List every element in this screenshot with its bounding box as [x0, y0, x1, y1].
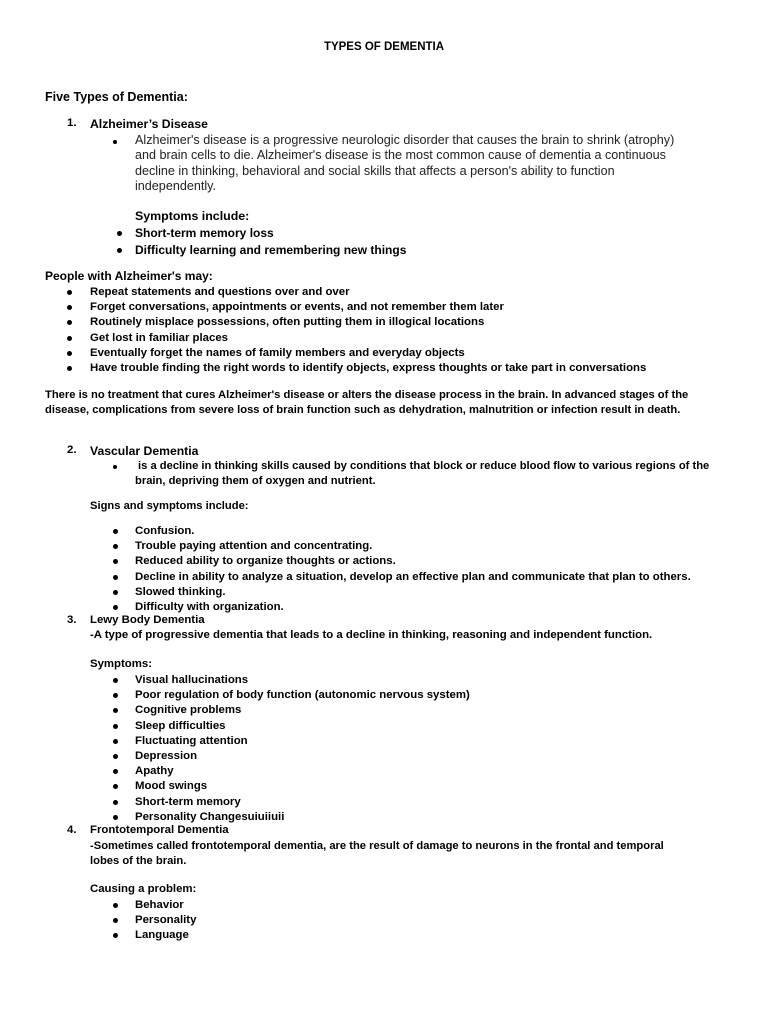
list-item: Short-term memory loss: [135, 226, 406, 243]
desc-line: decline in thinking, behavioral and social skills that affects a person's ability to function: [135, 163, 615, 178]
intro-heading: Five Types of Dementia:: [45, 90, 188, 104]
list-item: Routinely misplace possessions, often putting them in illogical locations: [90, 315, 646, 330]
lewy-symptom-list: [135, 673, 470, 825]
bullet-icon: [67, 351, 72, 356]
bullet-icon: [113, 800, 118, 805]
list-item: Repeat statements and questions over and over: [90, 285, 646, 300]
bullet-icon: [113, 590, 118, 595]
desc-line: lobes of the brain.: [90, 855, 187, 868]
list-item: Language: [135, 928, 196, 943]
bullet-icon: [67, 366, 72, 371]
paragraph-line: There is no treatment that cures Alzheimer's disease or alters the disease process in the brain. In advanced stages of the: [45, 389, 689, 401]
list-item: Reduced ability to organize thoughts or actions.: [135, 554, 691, 569]
fronto-list: [135, 898, 196, 944]
bullet-icon: [67, 290, 72, 295]
bullet-icon: [113, 933, 118, 938]
bullet-icon: [67, 320, 72, 325]
bullet-icon: [113, 815, 118, 820]
section-heading-vascular: Vascular Dementia: [90, 444, 199, 458]
section-heading-frontotemporal: Frontotemporal Dementia: [90, 824, 229, 836]
section-number: 1.: [67, 117, 77, 129]
list-item: Decline in ability to analyze a situation, develop an effective plan and communicate that plan to others.: [135, 570, 691, 585]
bullet-icon: [113, 559, 118, 564]
bullet-icon: [113, 708, 118, 713]
alzheimers-symptom-list: [135, 226, 406, 260]
bullet-icon: [113, 754, 118, 759]
symptoms-label: Symptoms:: [90, 658, 153, 670]
treatment-paragraph: [45, 388, 735, 419]
list-item: Visual hallucinations: [135, 673, 470, 688]
bullet-icon: [113, 769, 118, 774]
bullet-icon: [113, 693, 118, 698]
bullet-icon: [117, 231, 122, 236]
list-item: Difficulty learning and remembering new things: [135, 243, 406, 260]
people-list: [90, 285, 646, 376]
section-heading-lewy: Lewy Body Dementia: [90, 614, 205, 626]
bullet-icon: [113, 529, 118, 534]
list-item: Eventually forget the names of family members and everyday objects: [90, 346, 646, 361]
bullet-icon: [113, 140, 117, 144]
bullet-icon: [113, 465, 117, 469]
bullet-icon: [117, 248, 122, 253]
list-item: Poor regulation of body function (autonomic nervous system): [135, 688, 470, 703]
list-item: Apathy: [135, 764, 470, 779]
bullet-icon: [67, 336, 72, 341]
list-item: Personality Changesuiuiiuii: [135, 810, 470, 825]
list-item: Fluctuating attention: [135, 734, 470, 749]
bullet-icon: [113, 605, 118, 610]
vascular-signs-list: [135, 524, 691, 615]
list-item: Depression: [135, 749, 470, 764]
bullet-icon: [113, 575, 118, 580]
fronto-description: [90, 839, 664, 870]
section-number: 2.: [67, 444, 77, 456]
bullet-icon: [67, 305, 72, 310]
list-item: Trouble paying attention and concentrating.: [135, 539, 691, 554]
desc-line: independently.: [135, 179, 216, 194]
section-number: 4.: [67, 824, 77, 836]
list-item: Cognitive problems: [135, 703, 470, 718]
bullet-icon: [113, 739, 118, 744]
bullet-icon: [113, 678, 118, 683]
section-heading-alzheimers: Alzheimer’s Disease: [90, 117, 208, 131]
list-item: Forget conversations, appointments or events, and not remember them later: [90, 300, 646, 315]
page-title: TYPES OF DEMENTIA: [323, 41, 445, 53]
list-item: Short-term memory: [135, 795, 470, 810]
list-item: Sleep difficulties: [135, 719, 470, 734]
bullet-icon: [113, 784, 118, 789]
lewy-description: -A type of progressive dementia that leads to a decline in thinking, reasoning and independent function.: [90, 629, 653, 641]
desc-line: and brain cells to die. Alzheimer's disease is the most common cause of dementia a continuous: [135, 148, 666, 163]
bullet-icon: [113, 918, 118, 923]
list-item: Slowed thinking.: [135, 585, 691, 600]
causing-label: Causing a problem:: [90, 883, 197, 895]
list-item: Mood swings: [135, 779, 470, 794]
section-number: 3.: [67, 614, 77, 626]
desc-line: is a decline in thinking skills caused by conditions that block or reduce blood flow to various regions of the: [138, 460, 710, 472]
list-item: Get lost in familiar places: [90, 331, 646, 346]
bullet-icon: [113, 544, 118, 549]
list-item: Behavior: [135, 898, 196, 913]
desc-line: brain, depriving them of oxygen and nutrient.: [135, 475, 376, 488]
desc-line: -Sometimes called frontotemporal dementia, are the result of damage to neurons in the frontal and temporal: [90, 840, 664, 852]
people-heading: People with Alzheimer's may:: [45, 269, 213, 283]
signs-label: Signs and symptoms include:: [90, 500, 249, 512]
paragraph-line: disease, complications from severe loss of brain function such as dehydration, malnutrition or infection result in death.: [45, 404, 681, 417]
list-item: Personality: [135, 913, 196, 928]
bullet-icon: [113, 724, 118, 729]
symptoms-label: Symptoms include:: [135, 209, 250, 223]
list-item: Have trouble finding the right words to identify objects, express thoughts or take part in conversations: [90, 361, 646, 376]
list-item: Difficulty with organization.: [135, 600, 691, 615]
list-item: Confusion.: [135, 524, 691, 539]
vascular-description: [135, 459, 709, 490]
alzheimers-description: [135, 133, 674, 195]
bullet-icon: [113, 903, 118, 908]
desc-line: Alzheimer's disease is a progressive neurologic disorder that causes the brain to shrink (atrophy): [135, 133, 675, 147]
